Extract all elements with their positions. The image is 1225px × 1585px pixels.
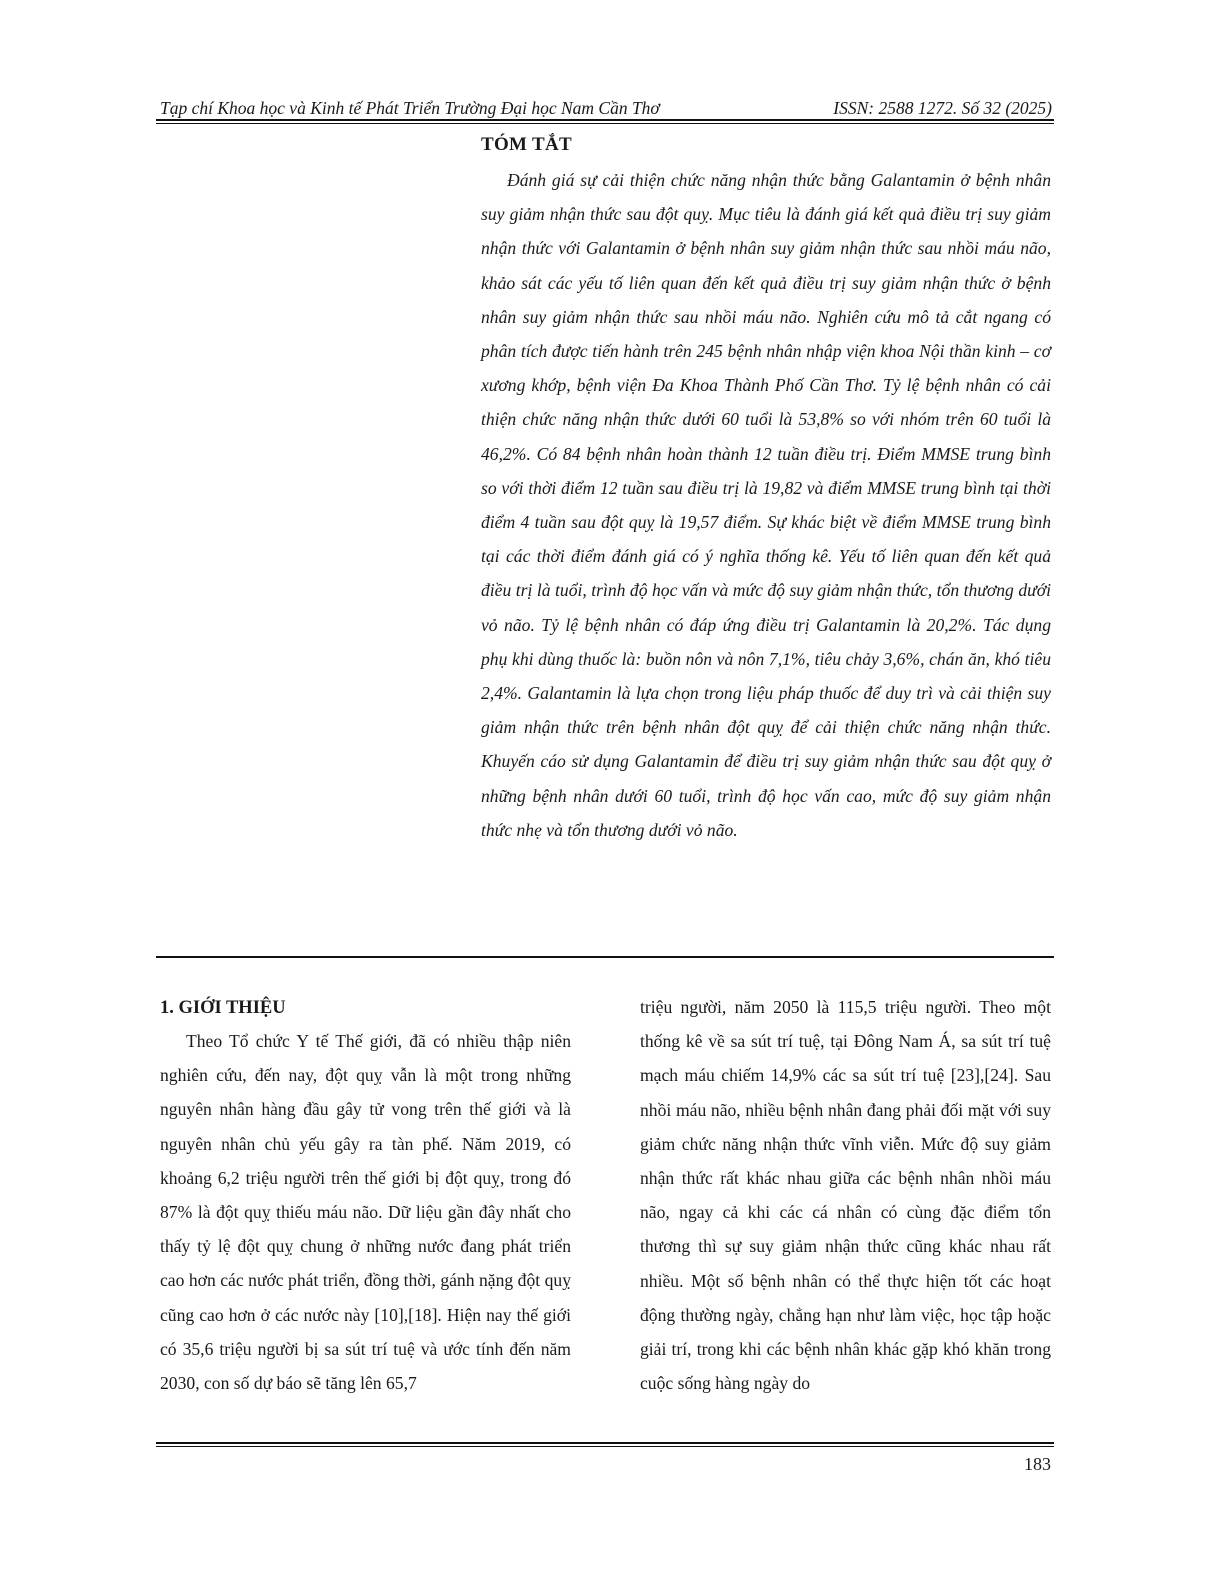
introduction-right-column: triệu người, năm 2050 là 115,5 triệu người. Theo một thống kê về sa sút trí tuệ, tại Đông Nam Á, sa sút trí tuệ mạch máu chiếm 14,9% các sa sút trí tuệ [23],[24]. Sau nhồi máu não, nhiều bệnh nhân đang phải đối mặt với suy giảm chức năng nhận thức vĩnh viễn. Mức độ suy giảm nhận thức rất khác nhau giữa các bệnh nhân nhồi máu não, ngay cả khi các cá nhân có cùng đặc điểm tổn thương thì sự suy giảm nhận thức cũng khác nhau rất nhiều. Một số bệnh nhân có thể thực hiện tốt các hoạt động thường ngày, chẳng hạn như làm việc, học tập hoặc giải trí, trong khi các bệnh nhân khác gặp khó khăn trong cuộc sống hàng ngày do: [640, 997, 1051, 1394]
introduction-left-column: Theo Tổ chức Y tế Thế giới, đã có nhiều thập niên nghiên cứu, đến nay, đột quỵ vẫn là một trong những nguyên nhân hàng đầu gây tử vong trên thế giới và là nguyên nhân chủ yếu gây ra tàn phế. Năm 2019, có khoảng 6,2 triệu người trên thế giới bị đột quỵ, trong đó 87% là đột quỵ thiếu máu não. Dữ liệu gần đây nhất cho thấy tỷ lệ đột quỵ chung ở những nước đang phát triển cao hơn các nước phát triển, đồng thời, gánh nặng đột quỵ cũng cao hơn ở các nước này [10],[18]. Hiện nay thế giới có 35,6 triệu người bị sa sút trí tuệ và ước tính đến năm 2030, con số dự báo sẽ tăng lên 65,7: [160, 1031, 571, 1394]
section-heading-introduction: 1. GIỚI THIỆU: [160, 998, 286, 1018]
journal-title: Tạp chí Khoa học và Kinh tế Phát Triển Trường Đại học Nam Cần Thơ: [160, 98, 660, 118]
abstract-divider: [156, 956, 1054, 958]
abstract-text: Đánh giá sự cải thiện chức năng nhận thức bằng Galantamin ở bệnh nhân suy giảm nhận thức sau đột quỵ. Mục tiêu là đánh giá kết quả điều trị suy giảm nhận thức với Galantamin ở bệnh nhân suy giảm nhận thức sau nhồi máu não, khảo sát các yếu tố liên quan đến kết quả điều trị suy giảm nhận thức ở bệnh nhân suy giảm nhận thức sau nhồi máu não. Nghiên cứu mô tả cắt ngang có phân tích được tiến hành trên 245 bệnh nhân nhập viện khoa Nội thần kinh – cơ xương khớp, bệnh viện Đa Khoa Thành Phố Cần Thơ. Tỷ lệ bệnh nhân có cải thiện chức năng nhận thức dưới 60 tuổi là 53,8% so với nhóm trên 60 tuổi là 46,2%. Có 84 bệnh nhân hoàn thành 12 tuần điều trị. Điểm MMSE trung bình so với thời điểm 12 tuần sau điều trị là 19,82 và điểm MMSE trung bình tại thời điểm 4 tuần sau đột quỵ là 19,57 điểm. Sự khác biệt về điểm MMSE trung bình tại các thời điểm đánh giá có ý nghĩa thống kê. Yếu tố liên quan đến kết quả điều trị là tuổi, trình độ học vấn và mức độ suy giảm nhận thức, tổn thương dưới vỏ não. Tỷ lệ bệnh nhân có đáp ứng điều trị Galantamin là 20,2%. Tác dụng phụ khi dùng thuốc là: buồn nôn và nôn 7,1%, tiêu chảy 3,6%, chán ăn, khó tiêu 2,4%. Galantamin là lựa chọn trong liệu pháp thuốc để duy trì và cải thiện suy giảm nhận thức trên bệnh nhân đột quỵ để cải thiện chức năng nhận thức. Khuyến cáo sử dụng Galantamin để điều trị suy giảm nhận thức sau đột quỵ ở những bệnh nhân dưới 60 tuổi, trình độ học vấn cao, mức độ suy giảm nhận thức nhẹ và tổn thương dưới vỏ não.: [481, 170, 1051, 840]
issn-issue: ISSN: 2588 1272. Số 32 (2025): [833, 98, 1052, 118]
header-rule: [156, 119, 1054, 124]
abstract-heading: TÓM TẮT: [481, 134, 572, 155]
page-number: 183: [1024, 1454, 1051, 1474]
running-header: [158, 97, 1054, 119]
footer-rule: [156, 1442, 1054, 1447]
